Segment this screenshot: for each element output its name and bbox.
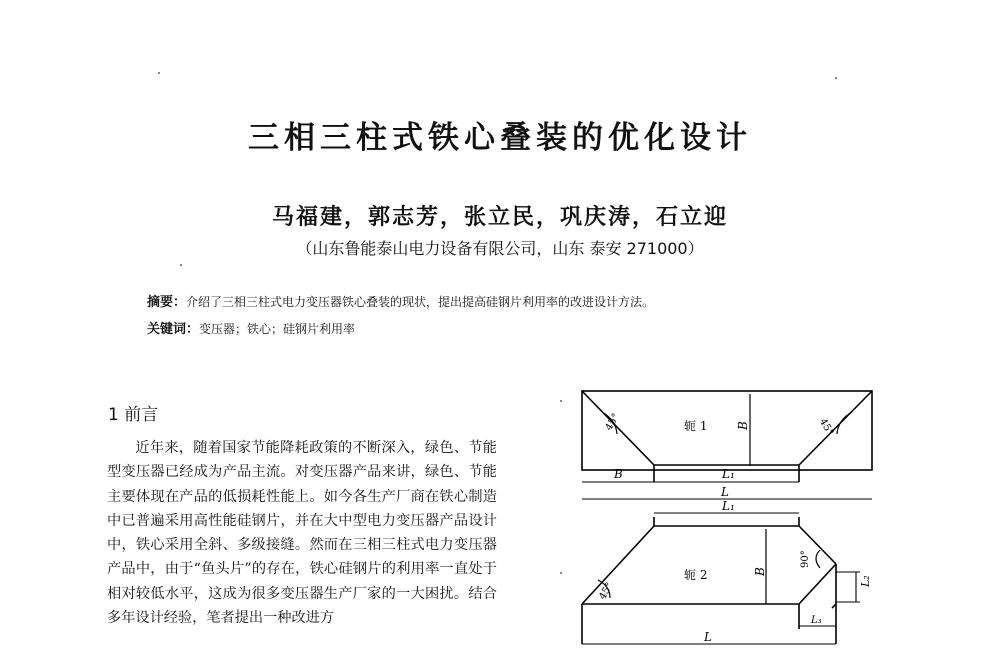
angle-45-right: 45° [816, 416, 836, 438]
angle-45-left: 45° [603, 411, 622, 433]
yoke1-label: 轭 1 [684, 419, 708, 433]
paper-title: 三相三柱式铁心叠装的优化设计 [248, 120, 752, 156]
yoke1-L1-label: L₁ [722, 467, 735, 481]
yoke2-label: 轭 2 [684, 568, 708, 582]
yoke2-left-cut [582, 526, 654, 604]
yoke2-L2-label: L₂ [859, 575, 872, 587]
yoke2-L1-label: L₁ [722, 499, 735, 513]
angle-45-bottom: 45° [597, 580, 616, 602]
abstract [147, 291, 654, 310]
yoke2-B-label: B [753, 567, 767, 576]
abstract-label: 摘要： [147, 295, 187, 310]
section-heading: 1 前言 [108, 405, 159, 425]
keywords-label: 关键词： [147, 322, 200, 337]
keywords-text: 变压器；铁心；硅钢片利用率 [199, 322, 356, 336]
yoke1-left-cut [582, 391, 654, 465]
yoke1-B-label: B [736, 421, 750, 430]
body-text [107, 436, 497, 630]
core-sheet-figure [574, 386, 884, 663]
yoke1-right-cut [799, 391, 872, 465]
affiliation: （山东鲁能泰山电力设备有限公司，山东 泰安 271000） [296, 239, 704, 258]
yoke2-L-label: L [704, 630, 712, 644]
angle-90: 90° [800, 550, 811, 568]
yoke2-L3-label: L₃ [811, 615, 822, 626]
author-list: 马福建，郭志芳，张立民，巩庆涛，石立迎 [271, 204, 728, 230]
abstract-text: 介绍了三相三柱式电力变压器铁心叠装的现状，提出提高硅钢片利用率的改进设计方法。 [186, 295, 655, 309]
yoke1-B-bottom-label: B [614, 467, 623, 481]
keywords [147, 318, 355, 337]
yoke1-L-label: L [721, 485, 729, 499]
paragraph: 近年来，随着国家节能降耗政策的不断深入，绿色、节能型变压器已经成为产品主流。对变压器产品来讲，绿色、节能主要体现在产品的低损耗性能上。如今各生产厂商在铁心制造中已普遍采用高性能硅钢片，并在大中型电力变压器产品设计中，铁心采用全斜、多级接缝。然而在三相三柱式电力变压器产品中，由于“鱼头片”的存在，铁心硅钢片的利用率一直处于相对较低水平，这成为很多变压器生产厂家的一大困扰。结合多年设计经验，笔者提出一种改进方 [107, 440, 497, 627]
